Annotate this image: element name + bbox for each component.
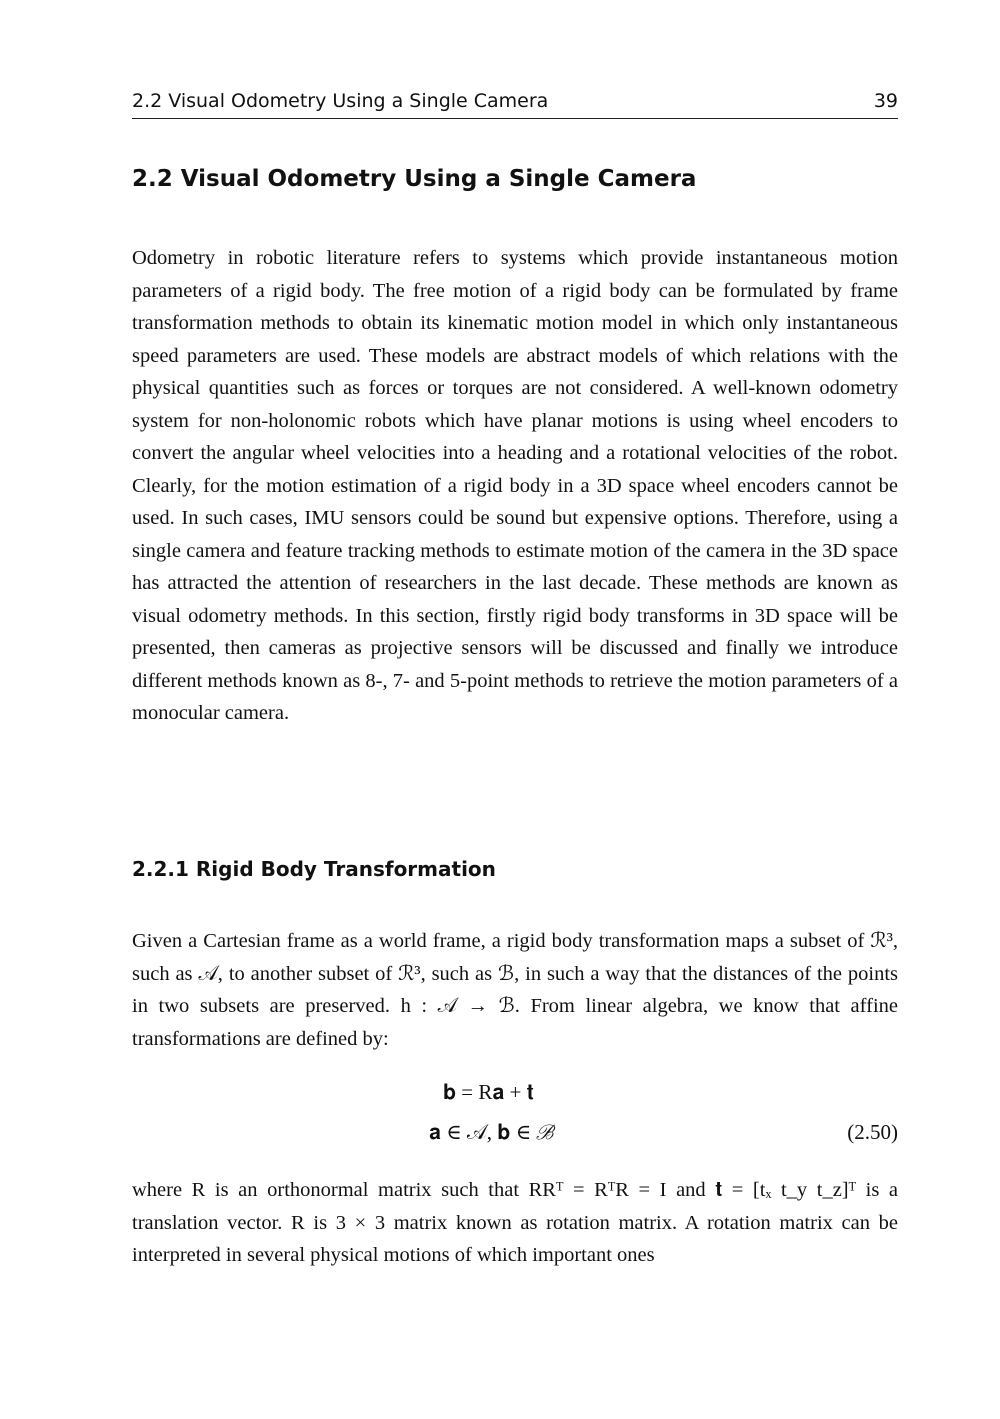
equation-body-2: 𝐚 ∈ 𝒜, 𝐛 ∈ ℬ — [429, 1120, 556, 1144]
equation-body-1: 𝐛 = R𝐚 + 𝐭 — [443, 1080, 534, 1104]
page-number: 39 — [873, 90, 898, 112]
subsection-paragraph-1: Given a Cartesian frame as a world frame, a rigid body transformation maps a subset of ℛ³, such as 𝒜, to another subset of ℛ³, such as ℬ, in such a way that the distances of the points in two subsets are preserved. h : 𝒜 → ℬ. From linear algebra, we know that affine transformations are defined by: — [132, 930, 898, 1050]
subsection-title: 2.2.1 Rigid Body Transformation — [132, 857, 496, 881]
equation-number: (2.50) — [847, 1120, 898, 1144]
subsection-paragraph-2: where R is an orthonormal matrix such that RRᵀ = RᵀR = I and 𝐭 = [tₓ t_y t_z]ᵀ is a translation vector. R is 3 × 3 matrix known as rotation matrix. A rotation matrix can be interpreted in several physical motions of which important ones — [132, 1179, 898, 1266]
section-intro-paragraph: Odometry in robotic literature refers to systems which provide instantaneous motion parameters of a rigid body. The free motion of a rigid body can be formulated by frame transformation methods to obtain its kinematic motion model in which only instantaneous speed parameters are used. These models are abstract models of which relations with the physical quantities such as forces or torques are not considered. A well-known odometry system for non-holonomic robots which have planar motions is using wheel encoders to convert the angular wheel velocities into a heading and a rotational velocities of the robot. Clearly, for the motion estimation of a rigid body in a 3D space wheel encoders cannot be used. In such cases, IMU sensors could be sound but expensive options. Therefore, using a single camera and feature tracking methods to estimate motion of the camera in the 3D space has attracted the attention of researchers in the last decade. These methods are known as visual odometry methods. In this section, firstly rigid body transforms in 3D space will be presented, then cameras as projective sensors will be discussed and finally we introduce different methods known as 8-, 7- and 5-point methods to retrieve the motion parameters of a monocular camera. — [132, 247, 898, 724]
running-header — [132, 88, 898, 119]
running-header-title: 2.2 Visual Odometry Using a Single Camera — [132, 90, 549, 112]
section-title: 2.2 Visual Odometry Using a Single Camera — [132, 166, 697, 192]
